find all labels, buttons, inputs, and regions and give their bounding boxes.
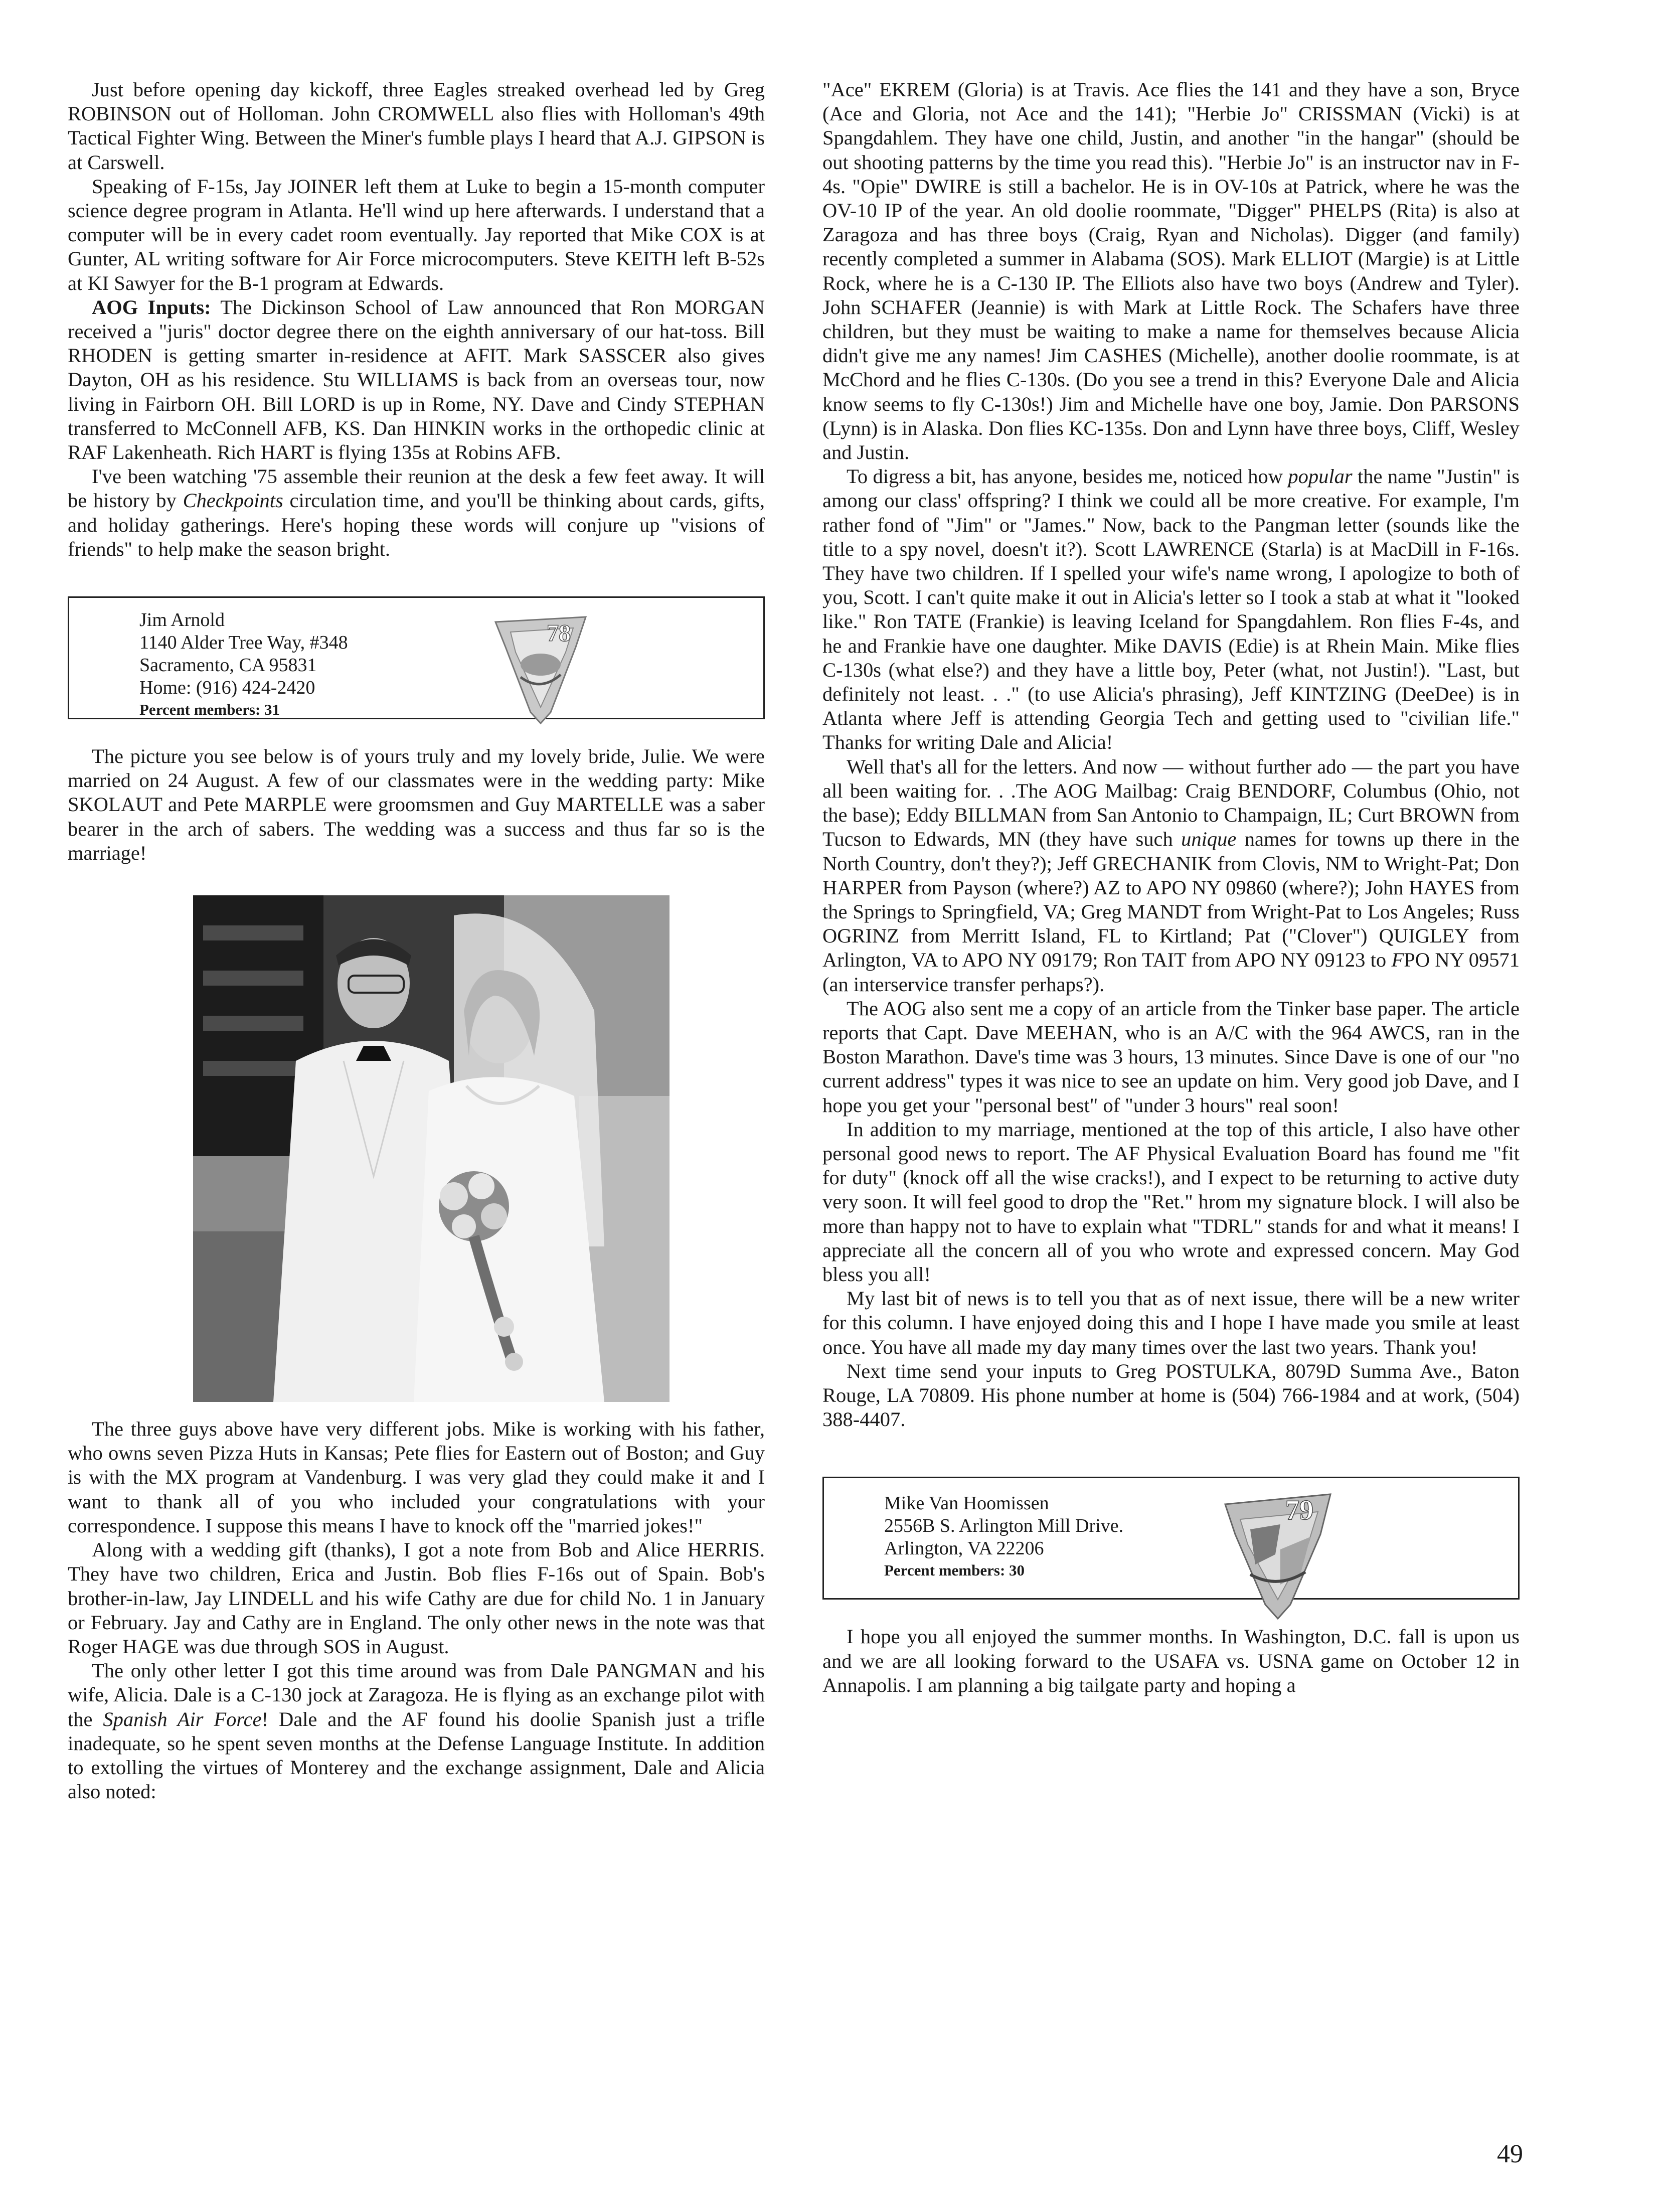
contact-city-79: Arlington, VA 22206: [884, 1538, 1044, 1559]
fpo-letter: F: [1391, 949, 1404, 972]
paragraph-mailbag: [822, 755, 1520, 997]
mailbag-text-a: Well that's all for the letters. And now — without further ado — the part you have all been waiting for. . .The AOG Mailbag: Craig BENDORF, Columbus (Ohio, not the base); Eddy BILLMAN from San Antonio to Champaign, IL; Curt BROWN from Tucson to Edwards, MN (they have such: [822, 755, 1520, 851]
pangman-text-a: The only other letter I got this time around was from Dale PANGMAN and his wife, Alicia. Dale is a C-130 jock at Zaragoza. He is flying as an exchange pilot with the: [68, 1659, 765, 1730]
right-column: [822, 78, 1520, 1697]
paragraph-next-time: Next time send your inputs to Greg POSTULKA, 8079D Summa Ave., Baton Rouge, LA 70809. His phone number at home is (504) 766-1984 and at work, (504) 388-4407.: [822, 1359, 1520, 1431]
contact-address: [139, 609, 348, 720]
paragraph-wedding: The picture you see below is of yours truly and my lovely bride, Julie. We were married on 24 August. A few of our classmates were in the wedding party: Mike SKOLAUT and Pete MARPLE were groomsmen and Guy MARTELLE was a saber bearer in the arch of sabers. The wedding was a success and thus far so is the marriage!: [68, 745, 765, 864]
paragraph-digress: [822, 464, 1520, 754]
crest-78-text: 78: [547, 620, 571, 647]
paragraph-three-guys: The three guys above have very different jobs. Mike is working with his father, who owns seven Pizza Huts in Kansas; Pete flies for Eastern out of Boston; and Guy is with the MX program at Vandenburg. I was very glad they could make it and I want to thank all of you who included your congratulations with your correspondence. I suppose this means I have to knock off the "married jokes!": [68, 1417, 765, 1537]
spanish-air-force: Spanish Air Force: [103, 1707, 262, 1730]
contact-street-79: 2556B S. Arlington Mill Drive.: [884, 1515, 1124, 1537]
paragraph-ekrem: "Ace" EKREM (Gloria) is at Travis. Ace flies the 141 and they have a son, Bryce (Ace and Gloria, not Ace and the 141); "Herbie Jo" CRISSMAN (Vicki) is at Spangdahlem. They have one child, Justin, and another "in the hangar" (should be out shooting patterns by the time you read this). "Herbie Jo" is an instructor nav in F-4s. "Opie" DWIRE is still a bachelor. He is in OV-10s at Patrick, where he was the OV-10 IP of the year. An old doolie roommate, "Digger" PHELPS (Rita) is also at Zaragoza and has three boys (Craig, Ryan and Nicholas). Digger (and family) recently completed a summer in Alabama (SOS). Mark ELLIOT (Margie) is at Little Rock, where he is a C-130 IP. The Elliots also have two boys (Andrew and Tyler). John SCHAFER (Jeannie) is with Mark at Little Rock. The Schafers have three children, but they must be waiting to make a name for themselves because Alicia didn't give me any names! Jim CASHES (Michelle), another doolie roommate, is at McChord and he flies C-130s. (Do you see a trend in this? Everyone Dale and Alicia know seems to fly C-130s!) Jim and Michelle have one boy, Jamie. Don PARSONS (Lynn) is in Alaska. Don flies KC-135s. Don and Lynn have three boys, Cliff, Wesley and Justin.: [822, 78, 1520, 464]
class-crest-78-icon: [490, 612, 591, 725]
class-of-79-contact-box: [822, 1477, 1520, 1600]
paragraph-good-news: In addition to my marriage, mentioned at the top of this article, I also have other personal good news to report. The AF Physical Evaluation Board has found me "fit for duty" (knock off all the wise cracks!), and I expect to be returning to active duty very soon. It will feel good to drop the "Ret." hrom my signature block. I will also be more than happy not to have to explain what "TDRL" stands for and what it means! I appreciate all the concern all of you who wrote and expressed concern. May God bless you all!: [822, 1118, 1520, 1286]
contact-phone: Home: (916) 424-2420: [139, 677, 315, 699]
paragraph-reunion: [68, 464, 765, 561]
paragraph-summer: I hope you all enjoyed the summer months. In Washington, D.C. fall is upon us and we are all looking forward to the USAFA vs. USNA game on October 12 in Annapolis. I am planning a big tailgate party and hoping a: [822, 1625, 1520, 1696]
wedding-photo: [193, 895, 670, 1402]
class-crest-79-icon: [1220, 1489, 1335, 1620]
paragraph-f15s: Speaking of F-15s, Jay JOINER left them at Luke to begin a 15-month computer science degree program in Atlanta. He'll wind up here afterwards. I understand that a computer will be in every cadet room eventually. Jay reported that Mike COX is at Gunter, AL writing software for Air Force microcomputers. Steve KEITH left B-52s at KI Sawyer for the B-1 program at Edwards.: [68, 175, 765, 294]
reunion-text-a: I've been watching '75 assemble their reunion at the desk a few feet away. It will be history by: [68, 465, 765, 512]
digress-text-a: To digress a bit, has anyone, besides me, noticed how: [847, 465, 1288, 488]
contact-address-79: [884, 1492, 1123, 1581]
page-number: 49: [1497, 2140, 1523, 2168]
mailbag-text-c: PO NY 09571 (an interservice transfer perhaps?).: [822, 949, 1520, 996]
class-of-78-contact-box: [68, 596, 765, 719]
mailbag-text-b: names for towns up there in the North Country, don't they?); Jeff GRECHANIK from Clovis, NM to Wright-Pat; Don HARPER from Payson (where?) AZ to APO NY 09860 (where?); John HAYES from the Springs to Springfield, VA; Greg MANDT from Wright-Pat to Los Angeles; Russ OGRINZ from Merritt Island, FL to Kirtland; Pat ("Clover") QUIGLEY from Arlington, VA to APO NY 09179; Ron TAIT from APO NY 09123 to: [822, 828, 1520, 972]
paragraph-eagles: Just before opening day kickoff, three Eagles streaked overhead led by Greg ROBINSON out of Holloman. John CROMWELL also flies with Holloman's 49th Tactical Fighter Wing. Between the Miner's fumble plays I heard that A.J. GIPSON is at Carswell.: [68, 78, 765, 174]
left-column: [68, 78, 765, 1804]
paragraph-wedding-gift: Along with a wedding gift (thanks), I got a note from Bob and Alice HERRIS. They have two children, Erica and Justin. Bob flies F-16s out of Spain. Bob's brother-in-law, Jay LINDELL and his wife Cathy are due for child No. 1 in January or February. Jay and Cathy are in England. The only other news in the note was that Roger HAGE was due through SOS in August.: [68, 1538, 765, 1658]
aog-inputs-label: AOG Inputs:: [92, 295, 211, 319]
crest-79-text: 79: [1285, 1495, 1313, 1526]
wedding-photo-image: [193, 895, 670, 1402]
contact-street: 1140 Alder Tree Way, #348: [139, 632, 348, 654]
contact-name-79: Mike Van Hoomissen: [884, 1493, 1049, 1514]
paragraph-last-news: My last bit of news is to tell you that as of next issue, there will be a new writer for this column. I have enjoyed doing this and I hope I have made you smile at least once. You have all made my day many times over the last two years. Thank you!: [822, 1287, 1520, 1358]
paragraph-aog-inputs: [68, 295, 765, 464]
contact-name: Jim Arnold: [139, 609, 225, 631]
percent-members: Percent members: 31: [139, 701, 280, 719]
unique-word: unique: [1181, 828, 1237, 851]
checkpoints-title: Checkpoints: [183, 489, 283, 512]
popular-word: popular: [1288, 465, 1353, 488]
digress-text-b: the name "Justin" is among our class' offspring? I think we could all be more creative. For example, I'm rather fond of "Jim" or "James." Now, back to the Pangman letter (sounds like the title to a spy novel, doesn't it?). Scott LAWRENCE (Starla) is at MacDill in F-16s. They have two children. If I spelled your wife's name wrong, I apologize to both of you, Scott. I can't quite make it out in Alicia's letter so I took a stab at what it "looked like." Ron TATE (Frankie) is leaving Iceland for Spangdahlem. Ron flies F-4s, and he and Frankie have one daughter. Mike DAVIS (Edie) is at Rhein Main. Mike flies C-130s (what else?) and they have a little boy, Peter (what, not Justin!). "Last, but definitely not least. . ." (to use Alicia's phrasing), Jeff KINTZING (DeeDee) is in Atlanta where Jeff is attending Georgia Tech and getting used to "civilian life." Thanks for writing Dale and Alicia!: [822, 465, 1520, 754]
pangman-text-b: ! Dale and the AF found his doolie Spanish just a trifle inadequate, so he spent seven months at the Defense Language Institute. In addition to extolling the virtues of Monterey and the exchange assignment, Dale and Alicia also noted:: [68, 1707, 765, 1803]
paragraph-tinker: The AOG also sent me a copy of an article from the Tinker base paper. The article reports that Capt. Dave MEEHAN, who is an A/C with the 964 AWCS, ran in the Boston Marathon. Dave's time was 3 hours, 13 minutes. Since Dave is one of our "no current address" types it was nice to see an update on him. Very good job Dave, and I hope you get your "personal best" of "under 3 hours" real soon!: [822, 997, 1520, 1117]
paragraph-pangman-letter: [68, 1659, 765, 1804]
percent-members-79: Percent members: 30: [884, 1561, 1025, 1579]
contact-city: Sacramento, CA 95831: [139, 655, 317, 676]
reunion-text-b: circulation time, and you'll be thinking about cards, gifts, and holiday gatherings. Here's hoping these words will conjure up "visions of friends" to help make the season bright.: [68, 489, 765, 560]
aog-inputs-text: The Dickinson School of Law announced that Ron MORGAN received a "juris" doctor degree there on the eighth anniversary of our hat-toss. Bill RHODEN is getting smarter in-residence at AFIT. Mark SASSCER also gives Dayton, OH as his residence. Stu WILLIAMS is back from an overseas tour, now living in Fairborn OH. Bill LORD is up in Rome, NY. Dave and Cindy STEPHAN transferred to McConnell AFB, KS. Dan HINKIN works in the orthopedic clinic at RAF Lakenheath. Rich HART is flying 135s at Robins AFB.: [68, 295, 765, 464]
